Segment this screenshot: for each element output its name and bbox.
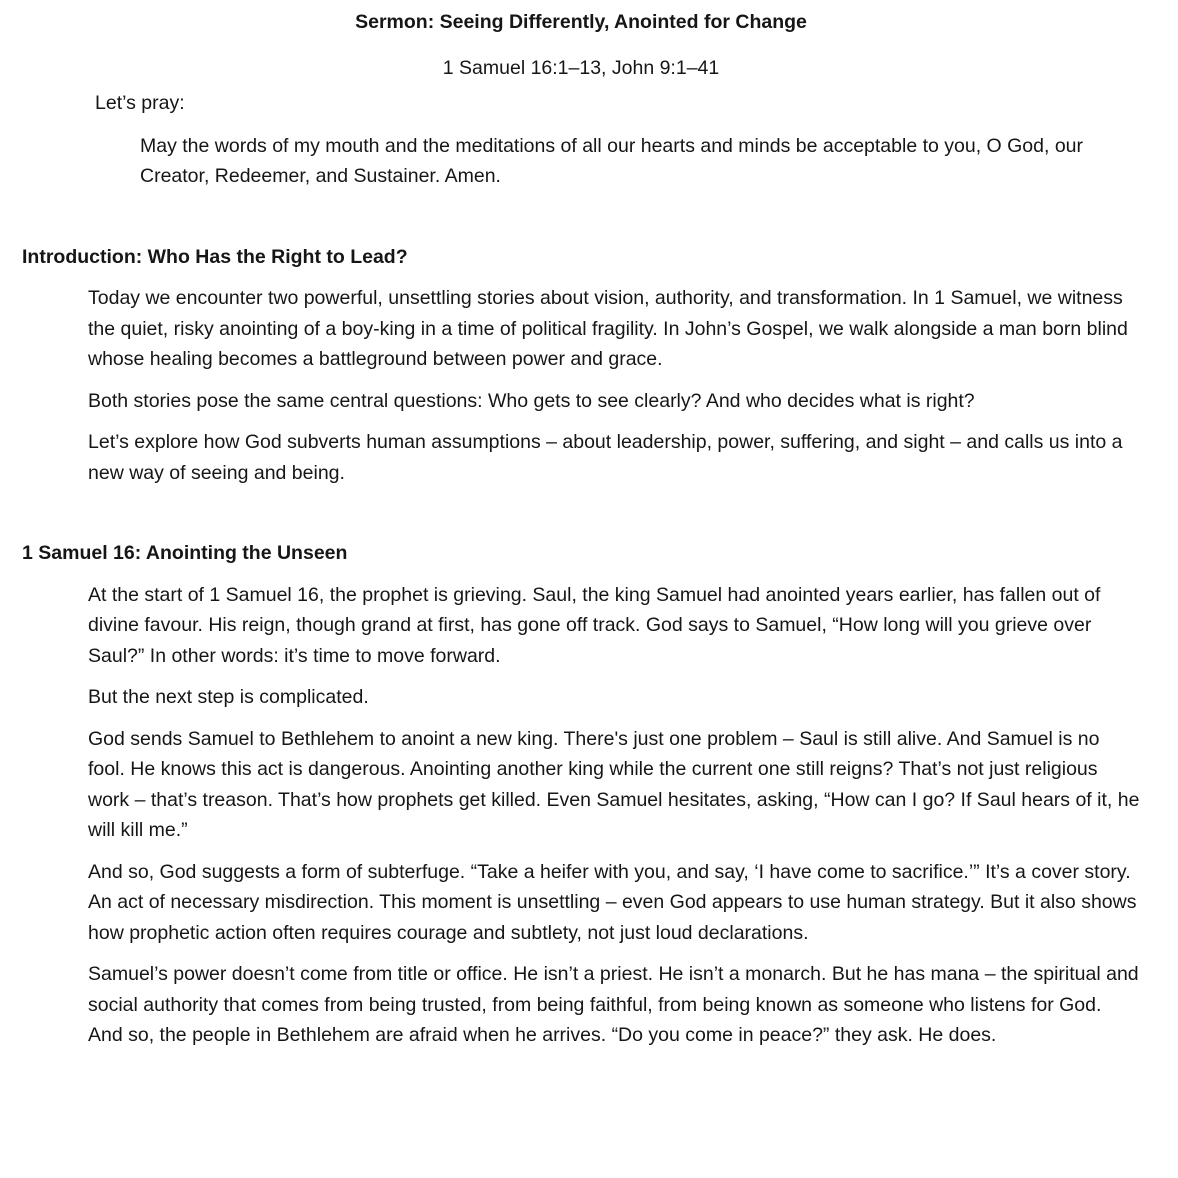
paragraph: Both stories pose the same central questions: Who gets to see clearly? And who decides what is right?: [88, 389, 975, 412]
paragraph: And so, God suggests a form of subterfuge. “Take a heifer with you, and say, ‘I have come to sacrifice.’” It’s a cover story. An act of necessary misdirection. This moment is unsettling – even God appears to use human strategy. But it also shows how prophetic action often requires courage and subtlety, not just loud declarations.: [88, 860, 1137, 944]
section-1-samuel-16: [22, 538, 1140, 1051]
paragraph: God sends Samuel to Bethlehem to anoint a new king. There's just one problem – Saul is still alive. And Samuel is no fool. He knows this act is dangerous. Anointing another king while the current one still reigns? That’s not just religious work – that’s treason. That’s how prophets get killed. Even Samuel hesitates, asking, “How can I go? If Saul hears of it, he will kill me.”: [88, 727, 1140, 841]
prayer-invitation: Let’s pray:: [95, 92, 185, 114]
opening-prayer: May the words of my mouth and the meditations of all our hearts and minds be acceptable to you, O God, our Creator, Redeemer, and Sustainer. Amen.: [140, 134, 1084, 187]
section-introduction: [22, 242, 1140, 489]
paragraph: Today we encounter two powerful, unsettling stories about vision, authority, and transformation. In 1 Samuel, we witness the quiet, risky anointing of a boy-king in a time of political fragility. In John’s Gospel, we walk alongside a man born blind whose healing becomes a battleground between power and grace.: [88, 287, 1128, 370]
section-heading-1-samuel-16: 1 Samuel 16: Anointing the Unseen: [22, 542, 348, 564]
paragraph: But the next step is complicated.: [88, 686, 369, 708]
section-heading-introduction: Introduction: Who Has the Right to Lead?: [22, 245, 408, 268]
scripture-reference: 1 Samuel 16:1–13, John 9:1–41: [442, 56, 720, 79]
paragraph: Let’s explore how God subverts human assumptions – about leadership, power, suffering, and sight – and calls us into a new way of seeing and being.: [88, 431, 1123, 484]
paragraph: Samuel’s power doesn’t come from title or office. He isn’t a priest. He isn’t a monarch. But he has mana – the spiritual and social authority that comes from being trusted, from being faithful, from being known as someone who listens for God. And so, the people in Bethlehem are afraid when he arrives. “Do you come in peace?” they ask. He does.: [88, 963, 1139, 1046]
page-title: Sermon: Seeing Differently, Anointed for Change: [355, 11, 807, 33]
paragraph: At the start of 1 Samuel 16, the prophet is grieving. Saul, the king Samuel had anointed years earlier, has fallen out of divine favour. His reign, though grand at first, has gone off track. God says to Samuel, “How long will you grieve over Saul?” In other words: it’s time to move forward.: [88, 583, 1101, 667]
